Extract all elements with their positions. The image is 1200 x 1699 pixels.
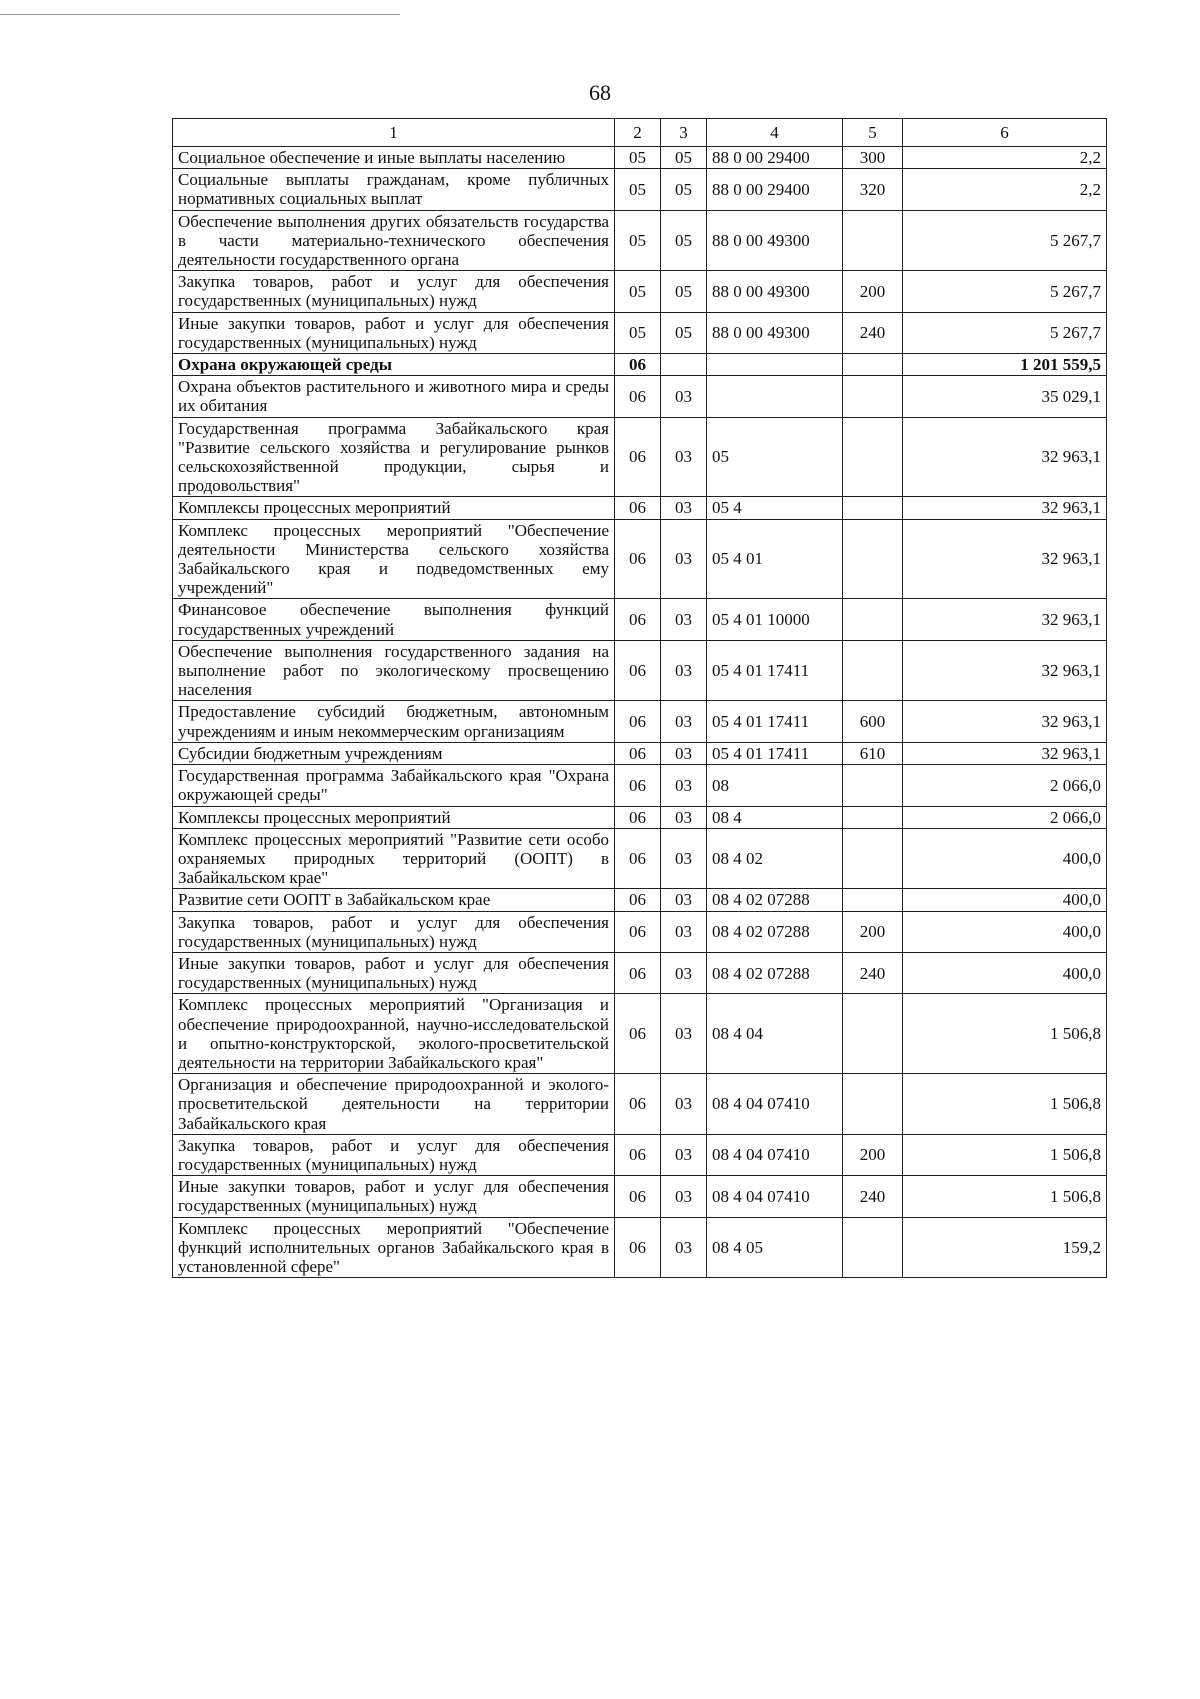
row-expense-type-cell: 200 — [843, 271, 903, 312]
row-subsection-cell: 03 — [661, 994, 707, 1074]
row-name-cell: Обеспечение выполнения государственного задания на выполнение работ по экологическому просвещению населения — [173, 640, 615, 701]
row-amount-cell: 5 267,7 — [903, 312, 1107, 353]
row-amount-cell: 400,0 — [903, 889, 1107, 911]
row-expense-type-cell — [843, 1217, 903, 1278]
row-target-article-cell: 05 4 — [707, 497, 843, 519]
row-section-cell: 06 — [615, 806, 661, 828]
row-expense-type-cell — [843, 994, 903, 1074]
table-body — [173, 147, 1107, 1278]
table-row — [173, 994, 1107, 1074]
row-amount-cell: 400,0 — [903, 828, 1107, 889]
row-name-cell: Комплексы процессных мероприятий — [173, 806, 615, 828]
row-expense-type-cell — [843, 210, 903, 271]
row-name-cell: Охрана объектов растительного и животного мира и среды их обитания — [173, 376, 615, 417]
row-target-article-cell — [707, 376, 843, 417]
row-section-cell: 06 — [615, 742, 661, 764]
table-row — [173, 1176, 1107, 1217]
row-section-cell: 05 — [615, 312, 661, 353]
budget-table — [172, 118, 1107, 1278]
row-target-article-cell: 08 4 04 07410 — [707, 1176, 843, 1217]
table-row — [173, 952, 1107, 993]
row-target-article-cell: 05 4 01 — [707, 519, 843, 599]
table-row — [173, 147, 1107, 169]
row-subsection-cell: 03 — [661, 889, 707, 911]
row-subsection-cell: 05 — [661, 147, 707, 169]
table-row — [173, 640, 1107, 701]
row-subsection-cell: 03 — [661, 911, 707, 952]
row-name-cell: Обеспечение выполнения других обязательств государства в части материально-технического обеспечения деятельности государственного органа — [173, 210, 615, 271]
row-name-cell: Государственная программа Забайкальского края "Охрана окружающей среды" — [173, 765, 615, 806]
row-section-cell: 06 — [615, 828, 661, 889]
row-amount-cell: 1 506,8 — [903, 1134, 1107, 1175]
row-subsection-cell: 03 — [661, 640, 707, 701]
row-section-cell: 05 — [615, 147, 661, 169]
row-name-cell: Государственная программа Забайкальского края "Развитие сельского хозяйства и регулирование рынков сельскохозяйственной продукции, сырья и продовольствия" — [173, 417, 615, 497]
row-expense-type-cell: 240 — [843, 1176, 903, 1217]
row-section-cell: 06 — [615, 889, 661, 911]
row-subsection-cell: 03 — [661, 417, 707, 497]
row-expense-type-cell: 610 — [843, 742, 903, 764]
row-target-article-cell: 05 4 01 17411 — [707, 742, 843, 764]
row-amount-cell: 5 267,7 — [903, 271, 1107, 312]
row-amount-cell: 32 963,1 — [903, 519, 1107, 599]
column-header-4: 4 — [707, 119, 843, 147]
row-name-cell: Иные закупки товаров, работ и услуг для обеспечения государственных (муниципальных) нужд — [173, 952, 615, 993]
row-expense-type-cell — [843, 889, 903, 911]
row-subsection-cell: 05 — [661, 169, 707, 210]
row-subsection-cell: 03 — [661, 1134, 707, 1175]
row-name-cell: Организация и обеспечение природоохранной и эколого-просветительской деятельности на территории Забайкальского края — [173, 1074, 615, 1135]
row-name-cell: Финансовое обеспечение выполнения функций государственных учреждений — [173, 599, 615, 640]
row-amount-cell: 400,0 — [903, 952, 1107, 993]
row-target-article-cell — [707, 354, 843, 376]
row-target-article-cell: 08 4 04 07410 — [707, 1074, 843, 1135]
table-row — [173, 519, 1107, 599]
row-expense-type-cell — [843, 806, 903, 828]
row-section-cell: 06 — [615, 1217, 661, 1278]
table-row — [173, 742, 1107, 764]
row-subsection-cell: 03 — [661, 806, 707, 828]
row-amount-cell: 32 963,1 — [903, 497, 1107, 519]
row-target-article-cell: 05 4 01 17411 — [707, 701, 843, 742]
row-name-cell: Закупка товаров, работ и услуг для обеспечения государственных (муниципальных) нужд — [173, 1134, 615, 1175]
row-subsection-cell: 05 — [661, 271, 707, 312]
scan-top-rule — [0, 14, 400, 15]
row-section-cell: 06 — [615, 354, 661, 376]
row-target-article-cell: 08 4 02 07288 — [707, 911, 843, 952]
row-expense-type-cell — [843, 1074, 903, 1135]
row-name-cell: Комплексы процессных мероприятий — [173, 497, 615, 519]
row-amount-cell: 5 267,7 — [903, 210, 1107, 271]
row-subsection-cell: 03 — [661, 701, 707, 742]
row-section-cell: 06 — [615, 952, 661, 993]
table-row — [173, 1217, 1107, 1278]
row-expense-type-cell — [843, 354, 903, 376]
row-subsection-cell: 05 — [661, 210, 707, 271]
row-target-article-cell: 08 4 — [707, 806, 843, 828]
table-row — [173, 806, 1107, 828]
row-section-cell: 06 — [615, 599, 661, 640]
table-row — [173, 312, 1107, 353]
row-expense-type-cell — [843, 828, 903, 889]
row-amount-cell: 32 963,1 — [903, 742, 1107, 764]
table-row — [173, 765, 1107, 806]
row-amount-cell: 1 506,8 — [903, 994, 1107, 1074]
table-row — [173, 271, 1107, 312]
row-subsection-cell: 03 — [661, 1217, 707, 1278]
row-subsection-cell: 03 — [661, 497, 707, 519]
row-target-article-cell: 08 4 05 — [707, 1217, 843, 1278]
column-header-1: 1 — [173, 119, 615, 147]
row-expense-type-cell — [843, 519, 903, 599]
row-section-cell: 05 — [615, 271, 661, 312]
row-amount-cell: 2 066,0 — [903, 806, 1107, 828]
row-name-cell: Комплекс процессных мероприятий "Организация и обеспечение природоохранной, научно-исследовательской и опытно-конструкторской, эколого-просветительской деятельности на территории Забайкальского края" — [173, 994, 615, 1074]
row-section-cell: 05 — [615, 169, 661, 210]
column-header-3: 3 — [661, 119, 707, 147]
row-expense-type-cell: 300 — [843, 147, 903, 169]
table-row — [173, 1134, 1107, 1175]
column-header-5: 5 — [843, 119, 903, 147]
table-row — [173, 354, 1107, 376]
row-amount-cell: 2,2 — [903, 147, 1107, 169]
table-row — [173, 599, 1107, 640]
row-name-cell: Закупка товаров, работ и услуг для обеспечения государственных (муниципальных) нужд — [173, 911, 615, 952]
row-subsection-cell: 03 — [661, 742, 707, 764]
row-expense-type-cell: 600 — [843, 701, 903, 742]
row-name-cell: Социальные выплаты гражданам, кроме публичных нормативных социальных выплат — [173, 169, 615, 210]
row-section-cell: 06 — [615, 519, 661, 599]
row-expense-type-cell — [843, 417, 903, 497]
row-name-cell: Комплекс процессных мероприятий "Развитие сети особо охраняемых природных территорий (ООПТ) в Забайкальском крае" — [173, 828, 615, 889]
row-amount-cell: 35 029,1 — [903, 376, 1107, 417]
table-row — [173, 1074, 1107, 1135]
row-section-cell: 06 — [615, 417, 661, 497]
row-subsection-cell — [661, 354, 707, 376]
column-header-2: 2 — [615, 119, 661, 147]
row-name-cell: Закупка товаров, работ и услуг для обеспечения государственных (муниципальных) нужд — [173, 271, 615, 312]
page-number: 68 — [589, 80, 611, 105]
row-amount-cell: 400,0 — [903, 911, 1107, 952]
row-name-cell: Социальное обеспечение и иные выплаты населению — [173, 147, 615, 169]
row-expense-type-cell — [843, 599, 903, 640]
header-row — [173, 119, 1107, 147]
row-subsection-cell: 05 — [661, 312, 707, 353]
row-section-cell: 06 — [615, 911, 661, 952]
row-subsection-cell: 03 — [661, 376, 707, 417]
row-section-cell: 06 — [615, 376, 661, 417]
row-name-cell: Комплекс процессных мероприятий "Обеспечение функций исполнительных органов Забайкальского края в установленной сфере" — [173, 1217, 615, 1278]
row-name-cell: Комплекс процессных мероприятий "Обеспечение деятельности Министерства сельского хозяйства Забайкальского края и подведомственных ему учреждений" — [173, 519, 615, 599]
column-header-6: 6 — [903, 119, 1107, 147]
table-row — [173, 828, 1107, 889]
row-section-cell: 06 — [615, 994, 661, 1074]
row-section-cell: 06 — [615, 765, 661, 806]
row-amount-cell: 1 506,8 — [903, 1074, 1107, 1135]
table-row — [173, 701, 1107, 742]
table-row — [173, 497, 1107, 519]
table-row — [173, 889, 1107, 911]
row-target-article-cell: 08 4 02 — [707, 828, 843, 889]
row-subsection-cell: 03 — [661, 828, 707, 889]
row-amount-cell: 32 963,1 — [903, 417, 1107, 497]
row-subsection-cell: 03 — [661, 1176, 707, 1217]
row-amount-cell: 2 066,0 — [903, 765, 1107, 806]
row-subsection-cell: 03 — [661, 519, 707, 599]
row-expense-type-cell: 240 — [843, 952, 903, 993]
table-row — [173, 210, 1107, 271]
row-name-cell: Предоставление субсидий бюджетным, автономным учреждениям и иным некоммерческим организациям — [173, 701, 615, 742]
row-expense-type-cell: 320 — [843, 169, 903, 210]
row-expense-type-cell — [843, 497, 903, 519]
row-target-article-cell: 08 4 04 — [707, 994, 843, 1074]
row-name-cell: Иные закупки товаров, работ и услуг для обеспечения государственных (муниципальных) нужд — [173, 1176, 615, 1217]
row-target-article-cell: 05 4 01 10000 — [707, 599, 843, 640]
table-row — [173, 169, 1107, 210]
table-row — [173, 911, 1107, 952]
row-target-article-cell: 88 0 00 49300 — [707, 210, 843, 271]
row-section-cell: 06 — [615, 640, 661, 701]
row-target-article-cell: 08 4 02 07288 — [707, 889, 843, 911]
row-target-article-cell: 08 — [707, 765, 843, 806]
row-target-article-cell: 05 4 01 17411 — [707, 640, 843, 701]
row-amount-cell: 1 506,8 — [903, 1176, 1107, 1217]
row-section-cell: 06 — [615, 1134, 661, 1175]
row-name-cell: Иные закупки товаров, работ и услуг для обеспечения государственных (муниципальных) нужд — [173, 312, 615, 353]
row-target-article-cell: 08 4 04 07410 — [707, 1134, 843, 1175]
row-expense-type-cell: 200 — [843, 911, 903, 952]
row-target-article-cell: 88 0 00 29400 — [707, 147, 843, 169]
row-target-article-cell: 08 4 02 07288 — [707, 952, 843, 993]
row-subsection-cell: 03 — [661, 765, 707, 806]
row-amount-cell: 32 963,1 — [903, 640, 1107, 701]
row-expense-type-cell — [843, 765, 903, 806]
table-row — [173, 417, 1107, 497]
row-amount-cell: 159,2 — [903, 1217, 1107, 1278]
row-expense-type-cell: 200 — [843, 1134, 903, 1175]
row-target-article-cell: 88 0 00 29400 — [707, 169, 843, 210]
row-name-cell: Субсидии бюджетным учреждениям — [173, 742, 615, 764]
table-row — [173, 376, 1107, 417]
row-target-article-cell: 88 0 00 49300 — [707, 271, 843, 312]
row-name-cell: Развитие сети ООПТ в Забайкальском крае — [173, 889, 615, 911]
row-subsection-cell: 03 — [661, 1074, 707, 1135]
row-section-cell: 05 — [615, 210, 661, 271]
row-section-cell: 06 — [615, 1074, 661, 1135]
row-amount-cell: 1 201 559,5 — [903, 354, 1107, 376]
row-amount-cell: 2,2 — [903, 169, 1107, 210]
row-target-article-cell: 05 — [707, 417, 843, 497]
row-target-article-cell: 88 0 00 49300 — [707, 312, 843, 353]
row-section-cell: 06 — [615, 701, 661, 742]
row-section-cell: 06 — [615, 1176, 661, 1217]
row-name-cell: Охрана окружающей среды — [173, 354, 615, 376]
row-amount-cell: 32 963,1 — [903, 599, 1107, 640]
row-section-cell: 06 — [615, 497, 661, 519]
row-subsection-cell: 03 — [661, 952, 707, 993]
row-subsection-cell: 03 — [661, 599, 707, 640]
row-expense-type-cell — [843, 640, 903, 701]
row-expense-type-cell: 240 — [843, 312, 903, 353]
row-amount-cell: 32 963,1 — [903, 701, 1107, 742]
row-expense-type-cell — [843, 376, 903, 417]
